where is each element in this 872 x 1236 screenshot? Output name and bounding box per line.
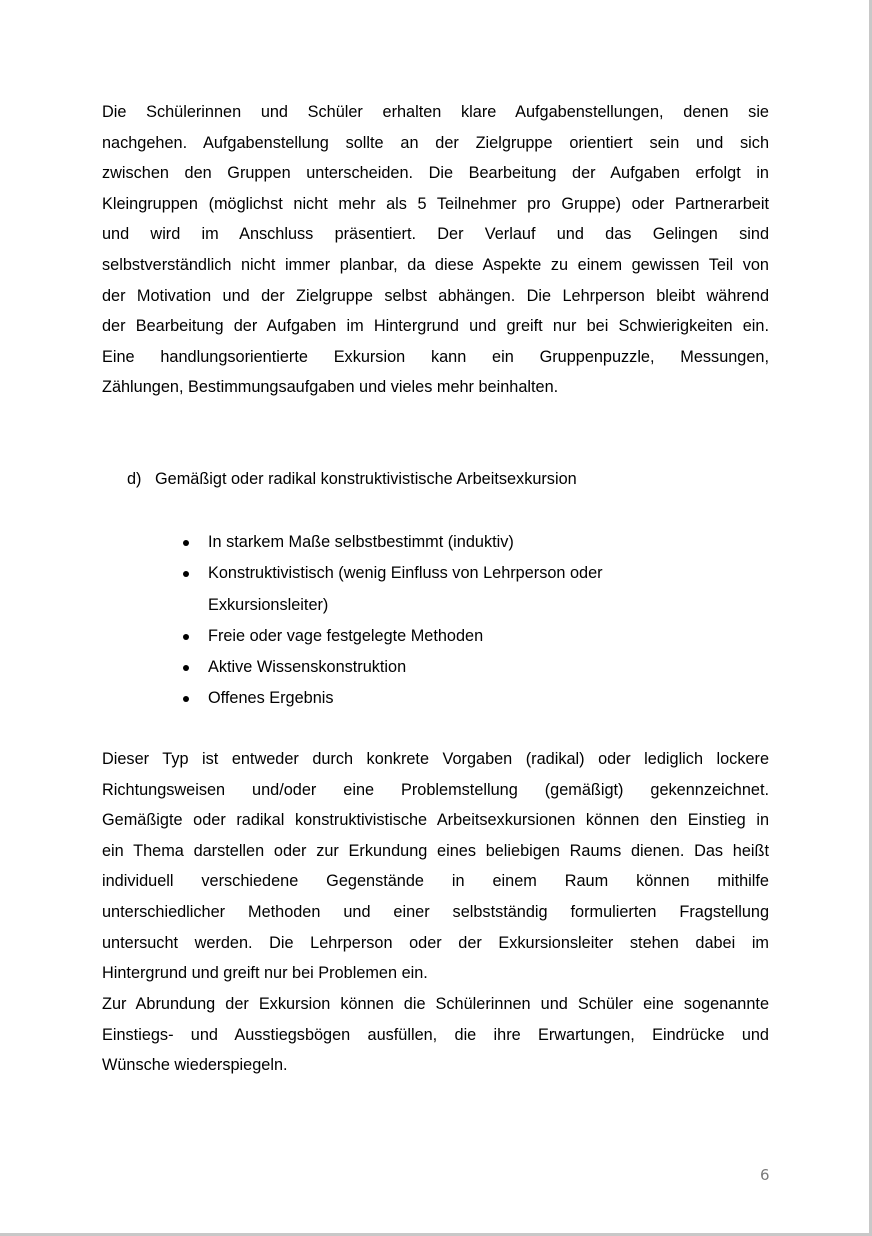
text-line: Kleingruppen (möglichst nicht mehr als 5 Teilnehmer pro Gruppe) oder Partnerarbeit (102, 194, 769, 213)
bullet-icon (183, 696, 189, 702)
page-number: 6 (760, 1166, 770, 1184)
list-item (181, 683, 603, 714)
characteristics-list (181, 527, 603, 715)
text-line: der Bearbeitung der Aufgaben im Hintergrund und greift nur bei Schwierigkeiten ein. (102, 317, 769, 336)
text-line: zwischen den Gruppen unterscheiden. Die Bearbeitung der Aufgaben erfolgt in (102, 164, 769, 183)
list-item-text: Konstruktivistisch (wenig Einfluss von Lehrperson oder (208, 564, 603, 583)
paragraph-conclusion (102, 989, 769, 1081)
text-line: und wird im Anschluss präsentiert. Der Verlauf und das Gelingen sind (102, 225, 769, 244)
list-item-text: Offenes Ergebnis (208, 689, 334, 708)
text-line: Wünsche wiederspiegeln. (102, 1056, 288, 1075)
text-line: Die Schülerinnen und Schüler erhalten klare Aufgabenstellungen, denen sie (102, 103, 769, 121)
text-line: ein Thema darstellen oder zur Erkundung eines beliebigen Raums dienen. Das heißt (102, 841, 769, 860)
section-heading-d (127, 465, 577, 493)
text-line: Zur Abrundung der Exkursion können die Schülerinnen und Schüler eine sogenannte (102, 995, 769, 1013)
text-line: Dieser Typ ist entweder durch konkrete Vorgaben (radikal) oder lediglich lockere (102, 750, 769, 768)
bullet-icon (183, 665, 189, 671)
list-marker: d) (127, 470, 142, 488)
list-item (181, 621, 603, 652)
text-line: Hintergrund und greift nur bei Problemen ein. (102, 964, 428, 983)
text-line: Einstiegs- und Ausstiegsbögen ausfüllen, die ihre Erwartungen, Eindrücke und (102, 1025, 769, 1044)
section-title: Gemäßigt oder radikal konstruktivistische Arbeitsexkursion (155, 470, 577, 488)
bullet-icon (183, 571, 189, 577)
text-line: Richtungsweisen und/oder eine Problemstellung (gemäßigt) gekennzeichnet. (102, 780, 769, 799)
list-item (181, 652, 603, 683)
text-line: Gemäßigte oder radikal konstruktivistische Arbeitsexkursionen können den Einstieg in (102, 811, 769, 830)
list-item (181, 558, 603, 621)
list-item-text: Exkursionsleiter) (208, 595, 329, 614)
paragraph-type-description (102, 744, 769, 989)
text-line: individuell verschiedene Gegenstände in einem Raum können mithilfe (102, 872, 769, 891)
list-item-text: Aktive Wissenskonstruktion (208, 658, 407, 677)
text-line: untersucht werden. Die Lehrperson oder der Exkursionsleiter stehen dabei im (102, 933, 769, 952)
text-line: nachgehen. Aufgabenstellung sollte an der Zielgruppe orientiert sein und sich (102, 133, 769, 152)
text-line: unterschiedlicher Methoden und einer selbstständig formulierten Fragstellung (102, 902, 769, 921)
list-item-text: Freie oder vage festgelegte Methoden (208, 626, 484, 645)
bullet-icon (183, 634, 189, 640)
paragraph-handlungsorientiert (102, 97, 769, 403)
text-line: Eine handlungsorientierte Exkursion kann ein Gruppenpuzzle, Messungen, (102, 347, 769, 366)
text-line: Zählungen, Bestimmungsaufgaben und vieles mehr beinhalten. (102, 378, 559, 397)
list-item (181, 527, 603, 558)
text-line: der Motivation und der Zielgruppe selbst abhängen. Die Lehrperson bleibt während (102, 286, 769, 305)
bullet-icon (183, 540, 189, 546)
text-line: selbstverständlich nicht immer planbar, da diese Aspekte zu einem gewissen Teil von (102, 255, 769, 274)
list-item-text: In starkem Maße selbstbestimmt (induktiv) (208, 533, 514, 551)
